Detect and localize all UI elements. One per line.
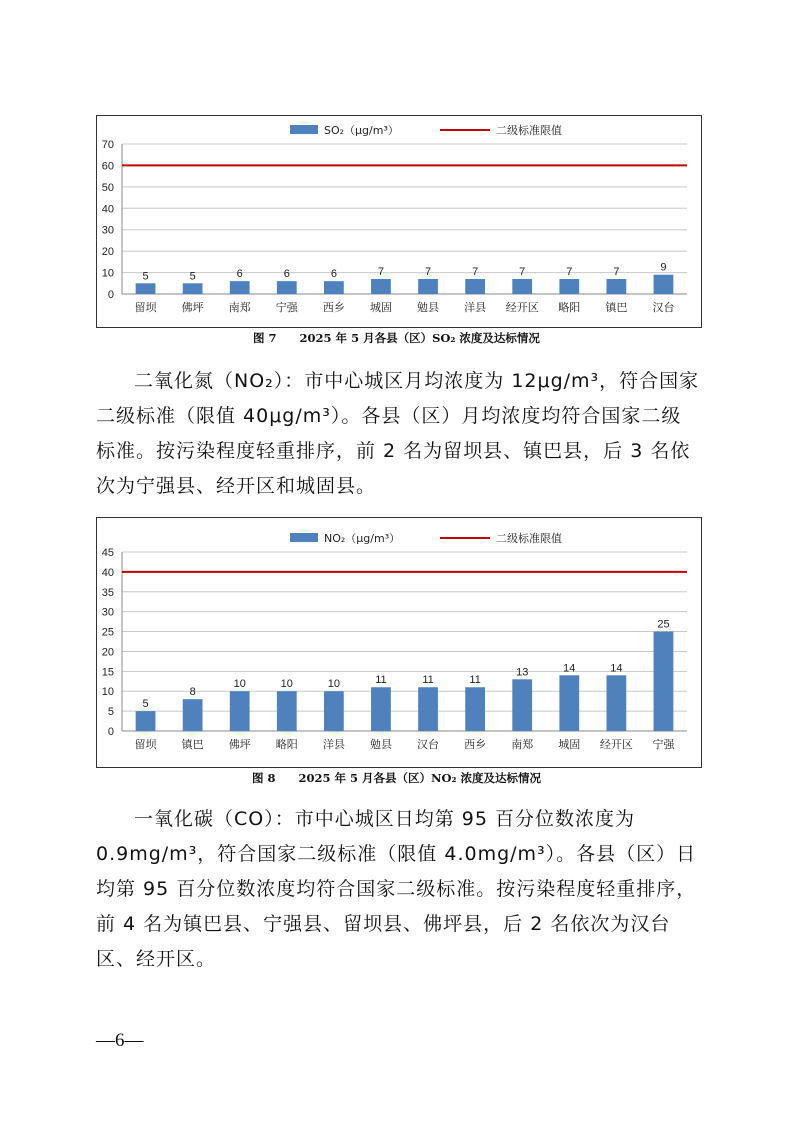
- y-tick-label: 20: [101, 246, 114, 259]
- x-tick-label: 镇巴: [605, 301, 628, 314]
- bar: [606, 675, 626, 731]
- x-tick-label: 略阳: [275, 738, 298, 751]
- no2-paragraph: [96, 364, 700, 504]
- x-tick-label: 汉台: [652, 301, 675, 314]
- x-tick-label: 略阳: [558, 301, 581, 314]
- bar: [371, 279, 391, 294]
- bar: [277, 281, 297, 294]
- x-tick-label: 城固: [558, 738, 581, 751]
- bar: [418, 279, 438, 294]
- legend-reference-label: 二级标准限值: [496, 532, 562, 545]
- bar: [183, 283, 203, 294]
- data-label: 7: [519, 266, 526, 278]
- y-tick-label: 5: [107, 706, 114, 719]
- x-tick-label: 西乡: [322, 301, 345, 314]
- bar: [324, 691, 344, 731]
- data-label: 5: [142, 270, 149, 283]
- bar: [465, 279, 485, 294]
- y-tick-label: 20: [101, 646, 114, 659]
- so2-chart-caption: 图 7 2025 年 5 月各县（区）SO₂ 浓度及达标情况: [253, 331, 540, 345]
- x-tick-label: 经开区: [599, 738, 633, 751]
- data-label: 10: [327, 678, 340, 691]
- x-tick-label: 佛坪: [228, 738, 251, 751]
- data-label: 11: [375, 674, 387, 687]
- bar: [136, 283, 156, 294]
- data-label: 7: [566, 266, 573, 278]
- y-tick-label: 30: [101, 606, 114, 619]
- y-tick-label: 0: [107, 289, 114, 301]
- y-tick-label: 0: [107, 726, 114, 738]
- bar: [654, 632, 674, 731]
- x-tick-label: 西乡: [464, 738, 487, 751]
- y-tick-label: 10: [101, 267, 114, 280]
- x-tick-label: 留坝: [134, 301, 157, 314]
- x-tick-label: 洋县: [322, 738, 345, 751]
- data-label: 8: [189, 686, 196, 699]
- data-label: 10: [280, 678, 293, 691]
- legend-reference-label: 二级标准限值: [496, 124, 562, 137]
- y-tick-label: 15: [101, 666, 114, 679]
- data-label: 14: [610, 662, 623, 675]
- bar: [512, 279, 532, 294]
- bar: [559, 279, 579, 294]
- so2-chart: [96, 115, 702, 328]
- data-label: 5: [142, 698, 149, 711]
- no2-chart-svg: [97, 518, 701, 767]
- y-tick-label: 60: [101, 160, 114, 173]
- y-tick-label: 30: [101, 224, 114, 237]
- chart1-legend: [290, 123, 562, 137]
- bar: [136, 711, 156, 731]
- bar: [230, 691, 250, 731]
- data-label: 6: [283, 268, 290, 281]
- x-tick-label: 佛坪: [181, 301, 204, 314]
- data-label: 7: [377, 266, 385, 278]
- bar: [418, 687, 438, 731]
- data-label: 14: [563, 662, 576, 675]
- no2-chart-caption: 图 8 2025 年 5 月各县（区）NO₂ 浓度及达标情况: [251, 771, 542, 785]
- y-tick-label: 10: [101, 686, 114, 699]
- x-tick-label: 留坝: [134, 738, 157, 751]
- legend-series-label: NO₂（μg/m³）: [324, 532, 401, 545]
- data-label: 7: [613, 266, 620, 278]
- legend-series-label: SO₂（μg/m³）: [324, 124, 399, 137]
- x-tick-label: 洋县: [464, 301, 487, 314]
- bar: [277, 691, 297, 731]
- bar: [371, 687, 391, 731]
- x-tick-label: 勉县: [369, 738, 392, 751]
- data-label: 7: [472, 266, 479, 278]
- no2-paragraph-text: 二氧化氮（NO₂）：市中心城区月均浓度为 12μg/m³，符合国家二级标准（限值 40μg/m³）。各县（区）月均浓度均符合国家二级标准。按污染程度轻重排序，前 2 名为留坝县、镇巴县，后 3 名依次为宁强县、经开区和城固县。: [96, 370, 700, 497]
- bar: [183, 699, 203, 731]
- bar: [230, 281, 250, 294]
- co-paragraph-text: 一氧化碳（CO）：市中心城区日均第 95 百分位数浓度为 0.9mg/m³，符合国家二级标准（限值 4.0mg/m³）。各县（区）日均第 95 百分位数浓度均符合国家二级标准。按污染程度轻重排序，前 4 名为镇巴县、宁强县、留坝县、佛坪县，后 2 名依次为汉台区、经开区。: [96, 808, 697, 970]
- data-label: 5: [189, 270, 196, 283]
- legend-series-swatch: [290, 533, 318, 542]
- x-tick-label: 城固: [369, 301, 392, 314]
- data-label: 10: [233, 678, 246, 691]
- x-tick-label: 南郑: [228, 301, 251, 314]
- y-tick-label: 50: [101, 181, 114, 194]
- co-paragraph: [96, 802, 700, 977]
- y-tick-label: 25: [101, 626, 114, 639]
- data-label: 6: [330, 268, 337, 281]
- y-tick-label: 70: [101, 139, 114, 151]
- data-label: 6: [236, 268, 243, 281]
- data-label: 25: [657, 618, 670, 631]
- x-tick-label: 宁强: [652, 738, 675, 751]
- y-tick-label: 45: [101, 547, 114, 559]
- data-label: 11: [422, 674, 434, 687]
- bar: [654, 275, 674, 294]
- x-tick-label: 宁强: [275, 301, 298, 314]
- bar: [606, 279, 626, 294]
- chart2-legend: [290, 531, 562, 545]
- x-tick-label: 南郑: [511, 738, 534, 751]
- no2-chart: [96, 517, 702, 768]
- y-tick-label: 40: [101, 566, 114, 579]
- data-label: 9: [660, 261, 667, 274]
- bar: [465, 687, 485, 731]
- y-tick-label: 40: [101, 203, 114, 216]
- x-tick-label: 勉县: [417, 301, 440, 314]
- data-label: 13: [516, 666, 529, 679]
- so2-chart-svg: [97, 116, 701, 327]
- legend-series-swatch: [290, 125, 318, 134]
- bar: [324, 281, 344, 294]
- x-tick-label: 汉台: [417, 738, 440, 751]
- data-label: 7: [424, 266, 432, 278]
- y-tick-label: 35: [101, 586, 114, 599]
- x-tick-label: 经开区: [505, 301, 539, 314]
- data-label: 11: [469, 674, 481, 687]
- x-tick-label: 镇巴: [181, 738, 204, 751]
- bar: [559, 675, 579, 731]
- bar: [512, 679, 532, 731]
- page-number: —6—: [96, 1030, 144, 1051]
